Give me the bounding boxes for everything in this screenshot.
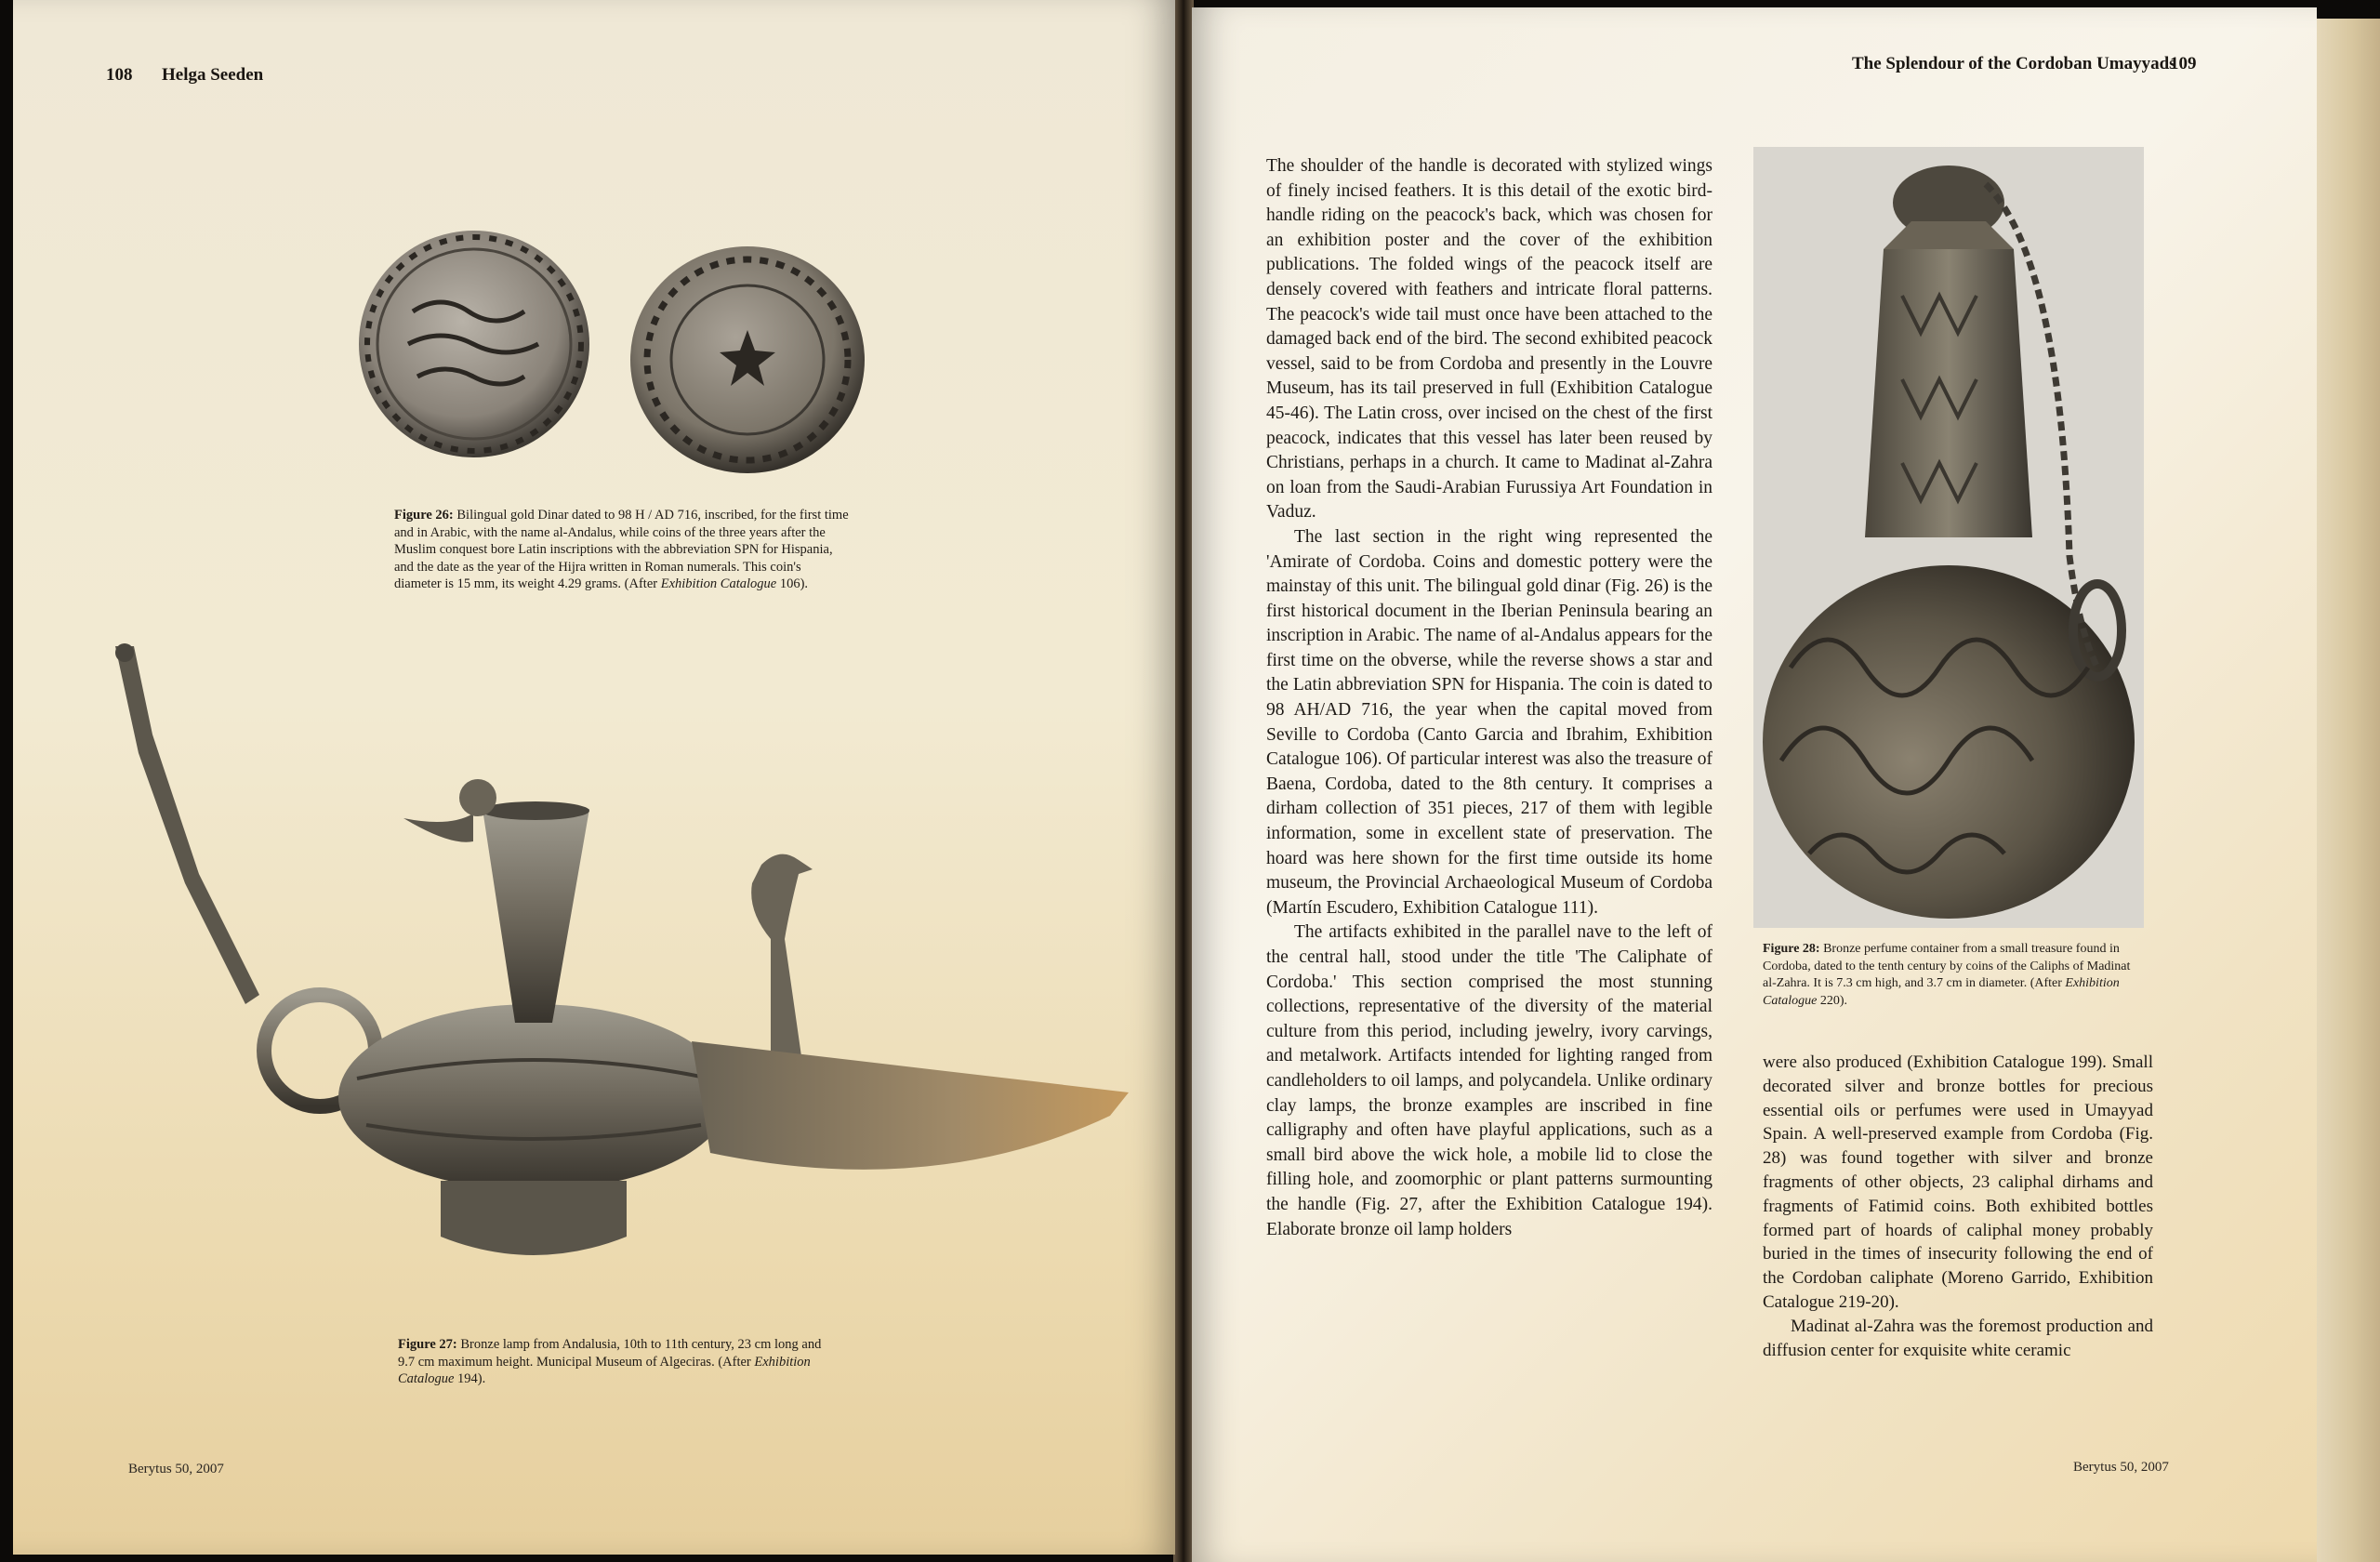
figure-26-end: 106). (776, 576, 809, 591)
figure-27-caption (398, 1336, 826, 1388)
figure-27-text: Bronze lamp from Andalusia, 10th to 11th century, 23 cm long and 9.7 cm maximum height. Municipal Museum of Algeciras. (After (398, 1337, 822, 1370)
right-page-number: 109 (2170, 54, 2197, 73)
figure-28-text: Bronze perfume container from a small treasure found in Cordoba, dated to the tenth century by coins of the Caliphs of Madinat al-Zahra. It is 7.3 cm high, and 3.7 cm in diameter. (After (1763, 942, 2131, 990)
coin-obverse (359, 231, 589, 457)
figure-26-label: Figure 26: (394, 508, 454, 523)
paragraph-5: Madinat al-Zahra was the foremost production and diffusion center for exquisite white ceramic (1763, 1316, 2153, 1360)
paragraph-1: The shoulder of the handle is decorated with stylized wings of finely incised feathers. It is this detail of the exotic bird-handle riding on the peacock's back, which was chosen for an exhibition poster and the cover of the exhibition publications. The folded wings of the peacock itself are densely covered with feathers and intricate floral patterns. The peacock's wide tail must once have been attached to the damaged back end of the bird. The second exhibited peacock vessel, said to be from Cordoba and presently in the Louvre Museum, has its tail preserved in full (Exhibition Catalogue 45-46). The Latin cross, over incised on the chest of the first peacock, indicates that this vessel has later been reused by Christians, perhaps in a church. It came to Madinat al-Zahra on loan from the Saudi-Arabian Furussiya Art Foundation in Vaduz. (1266, 156, 1712, 523)
figure-28-ref: Exhibition Catalogue (1763, 976, 2120, 1008)
right-column-2 (1763, 1051, 2153, 1362)
right-column-1 (1266, 154, 1712, 1242)
figure-27-label: Figure 27: (398, 1337, 457, 1352)
right-running-title: The Splendour of the Cordoban Umayyads (1852, 54, 2176, 73)
figure-26-coins-image (348, 228, 887, 479)
left-page (13, 0, 1175, 1555)
right-page (1192, 7, 2317, 1562)
page-edges (2307, 19, 2380, 1562)
figure-27-ref: Exhibition Catalogue (398, 1354, 811, 1386)
right-footer: Berytus 50, 2007 (2073, 1460, 2169, 1475)
paragraph-2: The last section in the right wing represented the 'Amirate of Cordoba. Coins and domestic pottery were the mainstay of this unit. The bilingual gold dinar (Fig. 26) is the first historical document in the Iberian Peninsula bearing an inscription in Arabic. The name of al-Andalus appears for the first time on the obverse, while the reverse shows a star and the Latin abbreviation SPN for Hispania. The coin is dated to 98 AH/AD 716, the year when the capital moved from Seville to Cordoba (Canto Garcia and Ibrahim, Exhibition Catalogue 106). Of particular interest was also the treasure of Baena, Cordoba, dated to the 8th century. It comprises a dirham collection of 351 pieces, 217 of them with legible information, some in excellent state of preservation. The hoard was here shown for the first time outside its home museum, the Provincial Archaeological Museum of Cordoba (Martín Escudero, Exhibition Catalogue 111). (1266, 526, 1712, 918)
paragraph-3: The artifacts exhibited in the parallel nave to the left of the central hall, stood under the title 'The Caliphate of Cordoba.' This section comprised the most stunning collections, representative of the diversity of the material culture from this period, including jewelry, ivory carvings, and metalwork. Artifacts intended for lighting ranged from candleholders to oil lamps, and polycandela. Unlike ordinary clay lamps, the bronze examples are inscribed in fine calligraphy and often have playful applications, such as a small bird above the wick hole, a mobile lid to close the filling hole, and zoomorphic or plant patterns surmounting the handle (Fig. 27, after the Exhibition Catalogue 194). Elaborate bronze oil lamp holders (1266, 922, 1712, 1239)
left-page-number: 108 (106, 65, 133, 85)
figure-28-end: 220). (1817, 993, 1848, 1008)
figure-26-text: Bilingual gold Dinar dated to 98 H / AD 716, inscribed, for the first time and in Arabic, with the name al-Andalus, while coins of the three years after the Muslim conquest bore Latin inscriptions with the abbreviation SPN for Hispania, and the date as the year of the Hijra written in Roman numerals. This coin's diameter is 15 mm, its weight 4.29 grams. (After (394, 508, 849, 591)
figure-28-caption (1763, 941, 2146, 1010)
figure-26-ref: Exhibition Catalogue (660, 576, 777, 591)
left-running-author: Helga Seeden (162, 65, 264, 85)
figure-28-label: Figure 28: (1763, 942, 1820, 956)
paragraph-4: were also produced (Exhibition Catalogue 199). Small decorated silver and bronze bottles for precious essential oils or perfumes were used in Umayyad Spain. A well-preserved example from Cordoba (Fig. 28) was found together with silver and bronze fragments of other objects, 23 caliphal dirhams and fragments of Fatimid coins. Both exhibited bottles formed part of hoards of caliphal money probably buried in the times of insecurity following the end of the Cordoban caliphate (Moreno Garrido, Exhibition Catalogue 219-20). (1763, 1052, 2153, 1312)
figure-27-bronze-lamp-image (97, 632, 1138, 1283)
figure-28-perfume-container-image (1753, 147, 2144, 928)
book-gutter (1173, 0, 1194, 1562)
left-footer: Berytus 50, 2007 (128, 1462, 224, 1476)
coin-reverse (630, 246, 865, 473)
figure-26-caption (394, 507, 850, 593)
figure-27-end: 194). (454, 1371, 486, 1386)
